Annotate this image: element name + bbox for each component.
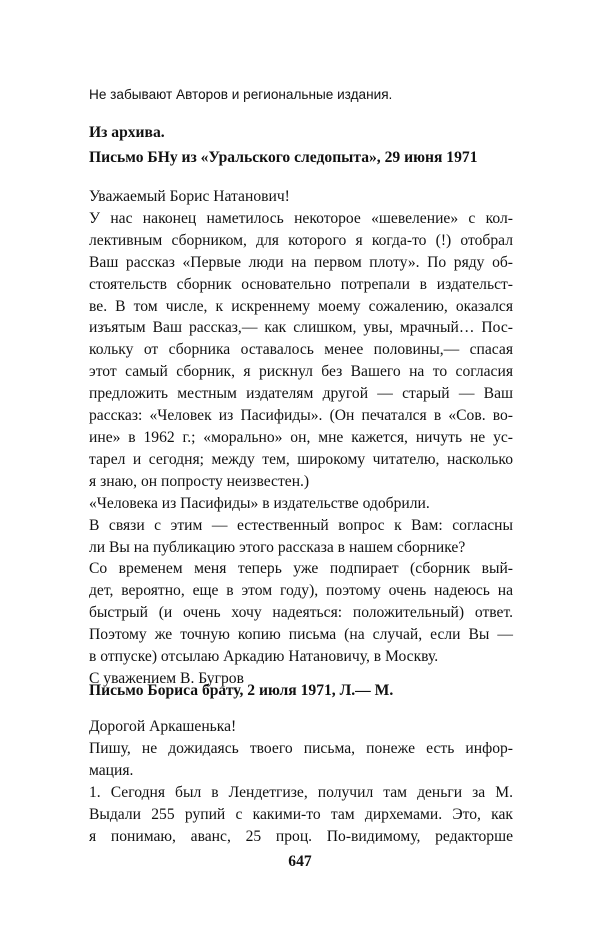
letter-1-body <box>89 186 513 690</box>
signoff: С уважением В. Бугров <box>89 669 244 687</box>
p1-line: лективным сборником, для которого я когда-то (!) отобрал <box>89 231 513 249</box>
p1-line: рассказ: «Человек из Пасифиды». (Он печатался в «Сов. во- <box>89 407 513 425</box>
section-2-heading <box>89 678 513 703</box>
heading-letter-2: Письмо Бориса брату, 2 июля 1971, Л.— М. <box>89 682 394 699</box>
p2-line: 1. Сегодня был в Лендетгизе, получил там деньги за М. <box>89 783 513 801</box>
p1-line: этот самый сборник, я рискнул без Вашего на то согласия <box>89 363 513 381</box>
p2-line: я понимаю, аванс, 25 проц. По-видимому, редакторше <box>89 827 513 845</box>
p1-line: тарел и сегодня; между тем, широкому читателю, насколько <box>89 450 513 468</box>
p1-line: У нас наконец наметилось некоторое «шевеление» с кол- <box>89 209 513 227</box>
p4-line: в отпуске) отсылаю Аркадию Натановичу, в Москву. <box>89 648 439 666</box>
p4-line: Поэтому же точную копию письма (на случай, если Вы — <box>89 626 513 644</box>
heading-archive: Из архива. <box>89 124 165 141</box>
p2-line: Выдали 255 рупий с какими-то там дирхемами. Это, как <box>89 805 513 823</box>
page-number: 647 <box>288 853 312 870</box>
letter-2-body <box>89 716 513 847</box>
p4-line: Со временем меня теперь уже подпирает (сборник вый- <box>89 560 513 578</box>
p4-line: дет, вероятно, еще в этом году), поэтому очень надеюсь на <box>89 582 513 600</box>
p1-line: ине» в 1962 г.; «морально» он, мне кажется, ничуть не ус- <box>89 428 513 446</box>
salutation-1: Уважаемый Борис Натанович! <box>89 188 290 205</box>
p3-line: ли Вы на публикацию этого рассказа в нашем сборнике? <box>89 538 466 556</box>
p3-line: В связи с этим — естественный вопрос к Вам: согласны <box>89 516 513 534</box>
p2-line: «Человека из Пасифиды» в издательстве одобрили. <box>89 494 430 512</box>
p1-line: кольку от сборника оставалось менее половины,— спасая <box>89 341 513 359</box>
p1-line: предложить местным издателям другой — старый — Ваш <box>89 385 513 403</box>
intro-line: Не забывают Авторов и региональные издания. <box>89 87 393 102</box>
section-1-heading <box>89 120 513 170</box>
p1-line: я знаю, он попросту неизвестен.) <box>89 472 310 490</box>
p1-line: стоятельств сборник основательно потрепали в издательст- <box>89 275 513 293</box>
p1-line: Ваш рассказ «Первые люди на первом плоту». По ряду об- <box>89 253 513 271</box>
p1-line: мация. <box>89 761 134 779</box>
p1-line: ве. В том числе, к искреннему моему сожалению, оказался <box>89 297 513 315</box>
salutation-2: Дорогой Аркашенька! <box>89 718 237 735</box>
p1-line: Пишу, не дожидаясь твоего письма, понеже есть инфор- <box>89 739 513 757</box>
p4-line: быстрый (и очень хочу надеяться: положительный) ответ. <box>89 604 513 622</box>
heading-letter-1: Письмо БНу из «Уральского следопыта», 29 июня 1971 <box>89 149 478 166</box>
p1-line: изъятым Ваш рассказ,— как слишком, увы, мрачный… Пос- <box>89 319 513 337</box>
